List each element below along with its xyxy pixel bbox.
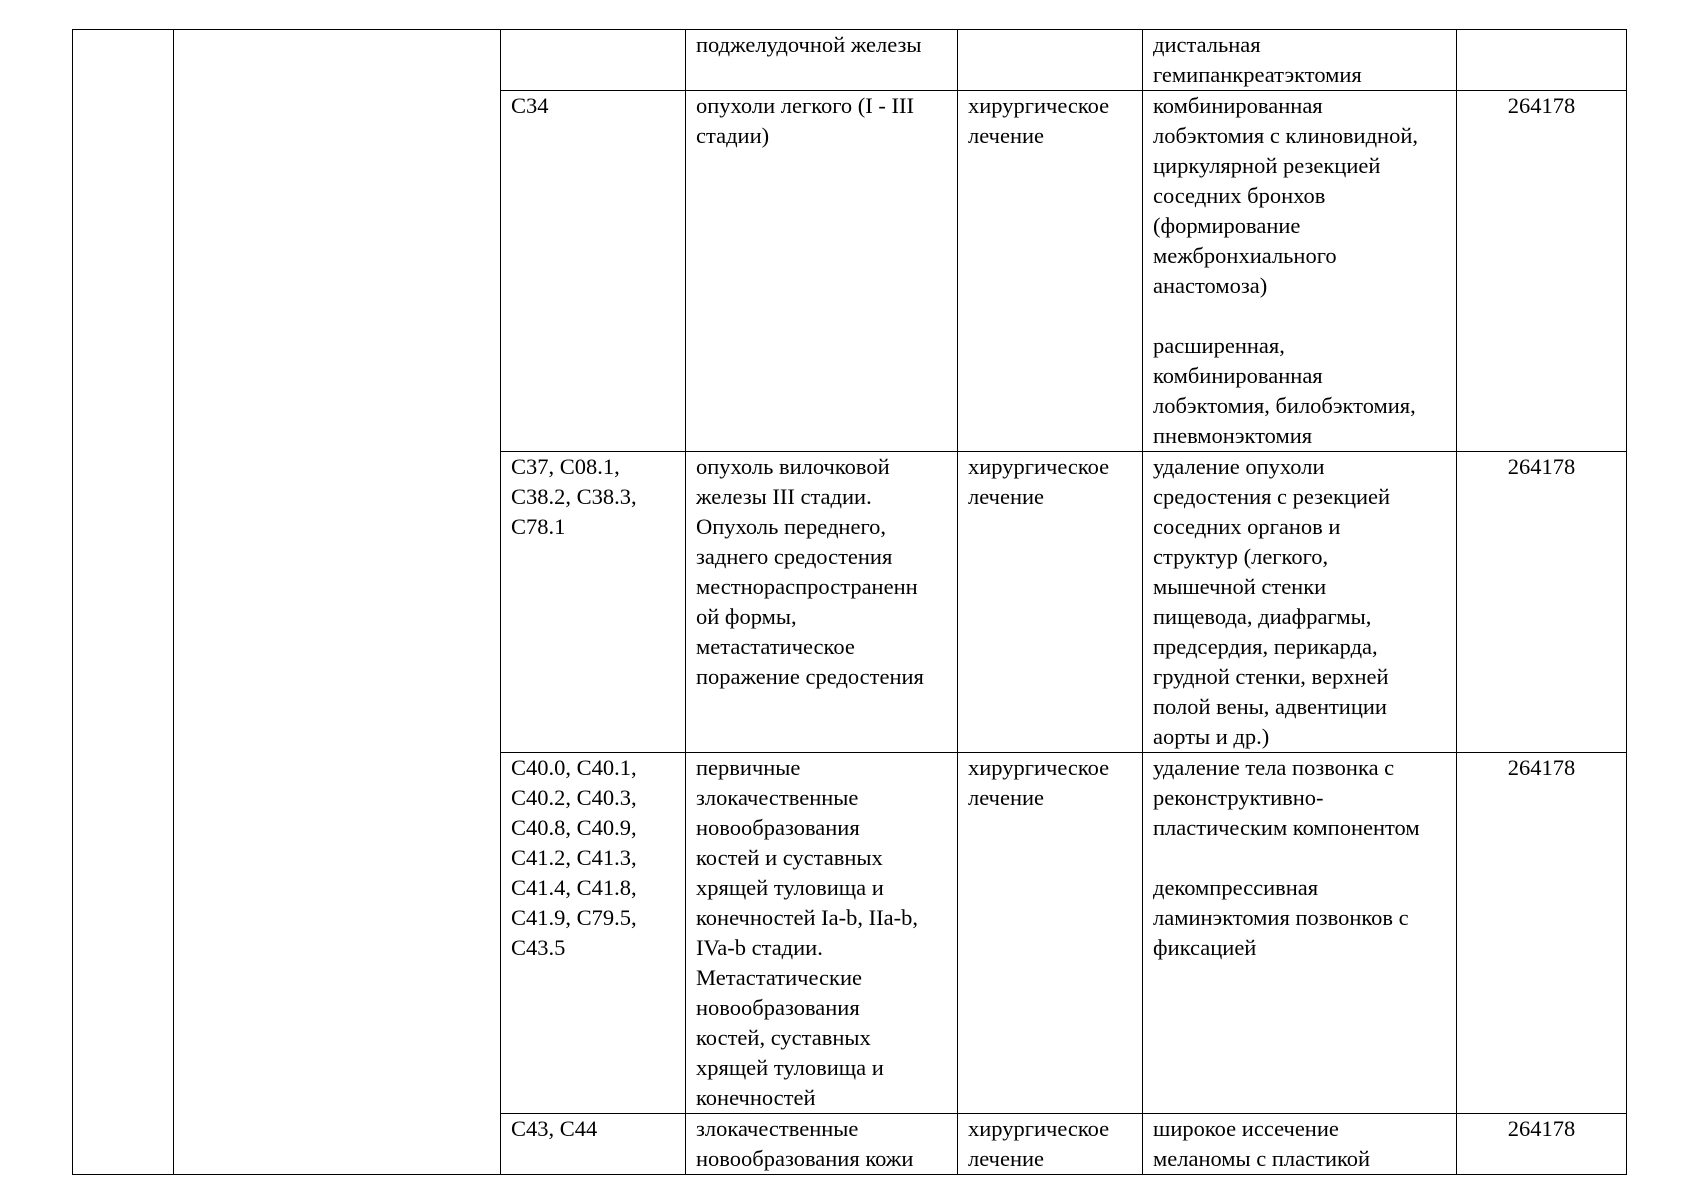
diagnosis-cell (686, 91, 958, 452)
treatment-type-cell (958, 452, 1143, 753)
cell-text-line: декомпрессивная (1153, 875, 1319, 900)
cell-text-line: (формирование (1153, 213, 1301, 238)
cell-text-line: удаление тела позвонка с (1153, 755, 1395, 780)
cell-text-line: полой вены, адвентиции (1153, 694, 1387, 719)
cell-text-line: лечение (968, 484, 1045, 509)
cost-cell: 264178 (1457, 753, 1627, 1114)
cell-text-line: C40.8, C40.9, (511, 815, 637, 840)
cell-text-line: лобэктомия с клиновидной, (1153, 123, 1419, 148)
treatment-method-cell (1143, 753, 1457, 1114)
cell-text-line: C40.0, C40.1, (511, 755, 637, 780)
cell-text-line: хирургическое (968, 454, 1110, 479)
cell-text-line: комбинированная (1153, 363, 1323, 388)
treatment-method-cell (1143, 30, 1457, 91)
cell-text-line: C37, C08.1, (511, 454, 620, 479)
cost-cell: 264178 (1457, 1114, 1627, 1175)
cell-text-line: пластическим компонентом (1153, 815, 1420, 840)
cell-text-line: грудной стенки, верхней (1153, 664, 1389, 689)
diagnosis-cell (686, 753, 958, 1114)
icd-code-cell (501, 91, 686, 452)
cell-text-line: расширенная, (1153, 333, 1285, 358)
treatment-type-cell (958, 753, 1143, 1114)
cell-text-line: новообразования кожи (696, 1146, 914, 1171)
cell-text-line: C43.5 (511, 935, 566, 960)
cell-text-line: конечностей (696, 1085, 816, 1110)
cell-text-line: гемипанкреатэктомия (1153, 62, 1362, 87)
cell-text-line: C41.4, C41.8, (511, 875, 637, 900)
cell-text-line: C38.2, C38.3, (511, 484, 637, 509)
cell-text-line: C34 (511, 93, 549, 118)
cell-text-line: C40.2, C40.3, (511, 785, 637, 810)
cell-text-line: C41.2, C41.3, (511, 845, 637, 870)
cell-text-line: ламинэктомия позвонков с (1153, 905, 1409, 930)
procedure-group-cell (174, 30, 501, 1175)
cell-text-line: хрящей туловища и (696, 875, 884, 900)
cell-text-line: соседних органов и (1153, 514, 1341, 539)
cell-text-line: хирургическое (968, 93, 1110, 118)
cell-text-line: новообразования (696, 995, 860, 1020)
diagnosis-cell (686, 452, 958, 753)
cell-text-line: заднего средостения (696, 544, 893, 569)
cell-text-line: Метастатические (696, 965, 862, 990)
cell-text-line: пневмонэктомия (1153, 423, 1313, 448)
cost-cell: 264178 (1457, 452, 1627, 753)
cell-text-line: стадии) (696, 123, 770, 148)
icd-code-cell (501, 753, 686, 1114)
cell-text-line: метастатическое (696, 634, 855, 659)
cell-text-line: ой формы, (696, 604, 797, 629)
cell-text-line: лечение (968, 1146, 1045, 1171)
cell-text-line: предсердия, перикарда, (1153, 634, 1378, 659)
cell-text-line: меланомы с пластикой (1153, 1146, 1371, 1171)
diagnosis-cell (686, 1114, 958, 1175)
cell-text-line: циркулярной резекцией (1153, 153, 1381, 178)
procedures-table (72, 29, 1627, 1175)
cell-text-line: хирургическое (968, 1116, 1110, 1141)
table-row (73, 30, 1627, 91)
cell-text-line: опухоль вилочковой (696, 454, 890, 479)
cell-text-line: дистальная (1153, 32, 1261, 57)
cell-text-line: хрящей туловища и (696, 1055, 884, 1080)
cell-text-line: костей и суставных (696, 845, 883, 870)
cell-text-line: IVa-b стадии. (696, 935, 823, 960)
cell-text-line: фиксацией (1153, 935, 1257, 960)
group-number-cell (73, 30, 174, 1175)
cell-text-line: лечение (968, 123, 1045, 148)
cell-text-line: структур (легкого, (1153, 544, 1329, 569)
cost-cell (1457, 30, 1627, 91)
cell-text-line: поджелудочной железы (696, 32, 922, 57)
cell-text-line: злокачественные (696, 785, 859, 810)
cell-text-line: C43, C44 (511, 1116, 598, 1141)
cell-text-line: удаление опухоли (1153, 454, 1325, 479)
treatment-type-cell (958, 1114, 1143, 1175)
treatment-type-cell (958, 91, 1143, 452)
cell-text-line: аорты и др.) (1153, 724, 1270, 749)
icd-code-cell (501, 30, 686, 91)
treatment-method-cell (1143, 91, 1457, 452)
treatment-method-cell (1143, 1114, 1457, 1175)
cell-text-line: реконструктивно- (1153, 785, 1324, 810)
diagnosis-cell (686, 30, 958, 91)
cell-text-line: лобэктомия, билобэктомия, (1153, 393, 1416, 418)
cell-text-line: поражение средостения (696, 664, 924, 689)
cell-text-line: Опухоль переднего, (696, 514, 886, 539)
cell-text-line: конечностей Ia-b, IIa-b, (696, 905, 918, 930)
paragraph-gap (1153, 843, 1448, 873)
icd-code-cell (501, 1114, 686, 1175)
cell-text-line: хирургическое (968, 755, 1110, 780)
cell-text-line: злокачественные (696, 1116, 859, 1141)
cell-text-line: межбронхиального (1153, 243, 1337, 268)
cell-text-line: железы III стадии. (696, 484, 872, 509)
cell-text-line: лечение (968, 785, 1045, 810)
treatment-method-cell (1143, 452, 1457, 753)
cell-text-line: комбинированная (1153, 93, 1323, 118)
cell-text-line: C78.1 (511, 514, 566, 539)
cell-text-line: средостения с резекцией (1153, 484, 1391, 509)
cell-text-line: мышечной стенки (1153, 574, 1327, 599)
cell-text-line: пищевода, диафрагмы, (1153, 604, 1372, 629)
paragraph-gap (1153, 301, 1448, 331)
cell-text-line: C41.9, C79.5, (511, 905, 637, 930)
cell-text-line: опухоли легкого (I - III (696, 93, 915, 118)
treatment-type-cell (958, 30, 1143, 91)
cell-text-line: новообразования (696, 815, 860, 840)
table-body (73, 30, 1627, 1175)
icd-code-cell (501, 452, 686, 753)
cell-text-line: первичные (696, 755, 801, 780)
cost-cell: 264178 (1457, 91, 1627, 452)
cell-text-line: анастомоза) (1153, 273, 1268, 298)
cell-text-line: широкое иссечение (1153, 1116, 1339, 1141)
cell-text-line: местнораспространенн (696, 574, 918, 599)
cell-text-line: костей, суставных (696, 1025, 871, 1050)
cell-text-line: соседних бронхов (1153, 183, 1326, 208)
